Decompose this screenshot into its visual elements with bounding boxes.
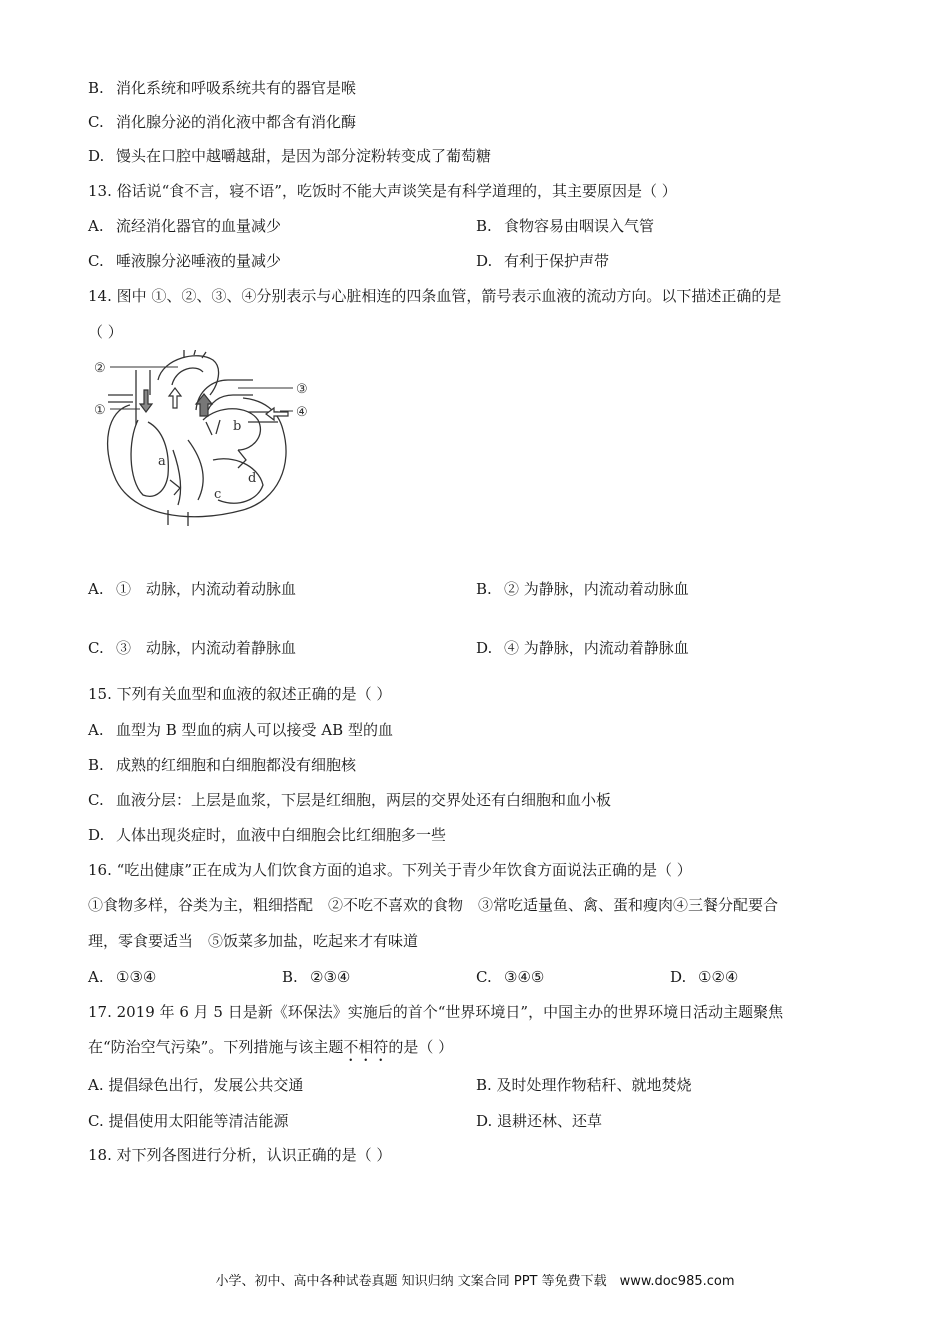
q14-stem: 14. 图中 ①、②、③、④分别表示与心脏相连的四条血管，箭号表示血液的流动方向。以下描述正确的是 [88,287,782,305]
label-vessel-2: ② [94,361,106,376]
option-label: B. [476,580,492,598]
option-label: D. [88,826,105,844]
option-text: 人体出现炎症时，血液中白细胞会比红细胞多一些 [116,826,447,844]
option-text: 消化腺分泌的消化液中都含有消化酶 [116,113,357,131]
q16-option-d [670,967,738,987]
option-text: ④ 为静脉，内流动着静脉血 [504,639,689,657]
label-chamber-d: d [248,471,257,486]
label-chamber-c: c [214,487,222,502]
label-vessel-4: ④ [296,405,308,420]
label-chamber-b: b [233,419,242,434]
q16-option-b [282,967,350,987]
heart-diagram [88,350,328,530]
q13-option-b [476,216,654,236]
option-label: A. [88,968,104,986]
q12-option-d [88,146,491,166]
q17-option-c: C. 提倡使用太阳能等清洁能源 [88,1112,289,1130]
q13-option-c [88,251,281,271]
q12-option-c [88,112,356,132]
q13-option-a [88,216,281,236]
q12-option-b [88,78,356,98]
q17-option-b: B. 及时处理作物秸秆、就地焚烧 [476,1076,692,1094]
label-vessel-3: ③ [296,382,308,397]
q15-option-c [88,790,611,810]
option-text: ①③④ [116,968,157,986]
emphasized-text: 不相符 [343,1038,389,1056]
label-chamber-a: a [158,454,166,469]
q14-option-c [88,638,296,658]
option-text: 唾液腺分泌唾液的量减少 [116,252,282,270]
q16-option-a [88,967,156,987]
option-text: 有利于保护声带 [504,252,610,270]
q16-statement-line-1: ①食物多样，谷类为主，粗细搭配 ②不吃不喜欢的食物 ③常吃适量鱼、禽、蛋和瘦肉④三餐分配要合 [88,896,779,914]
q17-stem-line-2 [88,1037,453,1065]
option-text: ② 为静脉，内流动着动脉血 [504,580,689,598]
q15-stem: 15. 下列有关血型和血液的叙述正确的是（ ） [88,685,392,703]
stem-text: 的是（ ） [388,1038,454,1056]
option-label: C. [88,252,104,270]
q13-option-d [476,251,609,271]
q14-paren: （ ） [88,323,123,341]
q17-stem-line-1: 17. 2019 年 6 月 5 日是新《环保法》实施后的首个“世界环境日”，中国主办的世界环境日活动主题聚焦 [88,1003,784,1021]
page-footer: 小学、初中、高中各种试卷真题 知识归纳 文案合同 PPT 等免费下载 www.doc985.com [215,1274,735,1289]
option-text: ①②④ [698,968,739,986]
option-label: A. [88,721,104,739]
option-text: ③④⑤ [504,968,545,986]
option-text: 血液分层：上层是血浆，下层是红细胞，两层的交界处还有白细胞和血小板 [116,791,612,809]
option-label: B. [476,217,492,235]
q15-option-d [88,825,446,845]
q16-statement-line-2: 理，零食要适当 ⑤饭菜多加盐，吃起来才有味道 [88,932,419,950]
option-label: C. [88,113,104,131]
stem-text: 在“防治空气污染”。下列措施与该主题 [88,1038,344,1056]
option-label: D. [476,639,493,657]
label-vessel-1: ① [94,403,106,418]
option-label: D. [670,968,687,986]
option-text: 食物容易由咽误入气管 [504,217,655,235]
option-text: 血型为 B 型血的病人可以接受 AB 型的血 [116,721,393,739]
option-label: C. [88,791,104,809]
option-text: ②③④ [310,968,351,986]
option-label: A. [88,217,104,235]
q14-option-b [476,579,689,599]
option-label: C. [476,968,492,986]
q14-option-a [88,579,296,599]
q13-stem: 13. 俗话说“食不言，寝不语”，吃饭时不能大声谈笑是有科学道理的，其主要原因是（ ） [88,182,677,200]
option-text: ③ 动脉，内流动着静脉血 [116,639,297,657]
q14-option-d [476,638,689,658]
q16-stem: 16. “吃出健康”正在成为人们饮食方面的追求。下列关于青少年饮食方面说法正确的是（ ） [88,861,692,879]
option-text: 成熟的红细胞和白细胞都没有细胞核 [116,756,357,774]
option-label: B. [282,968,298,986]
option-label: B. [88,756,104,774]
option-label: B. [88,79,104,97]
option-label: D. [476,252,493,270]
option-label: A. [88,580,104,598]
option-text: 馒头在口腔中越嚼越甜，是因为部分淀粉转变成了葡萄糖 [116,147,492,165]
option-text: ① 动脉，内流动着动脉血 [116,580,297,598]
q18-stem: 18. 对下列各图进行分析，认识正确的是（ ） [88,1146,392,1164]
q17-option-d: D. 退耕还林、还草 [476,1112,603,1130]
q15-option-a [88,720,393,740]
option-text: 消化系统和呼吸系统共有的器官是喉 [116,79,357,97]
q15-option-b [88,755,356,775]
option-text: 流经消化器官的血量减少 [116,217,282,235]
option-label: C. [88,639,104,657]
q17-option-a: A. 提倡绿色出行，发展公共交通 [88,1076,304,1094]
option-label: D. [88,147,105,165]
q16-option-c [476,967,544,987]
